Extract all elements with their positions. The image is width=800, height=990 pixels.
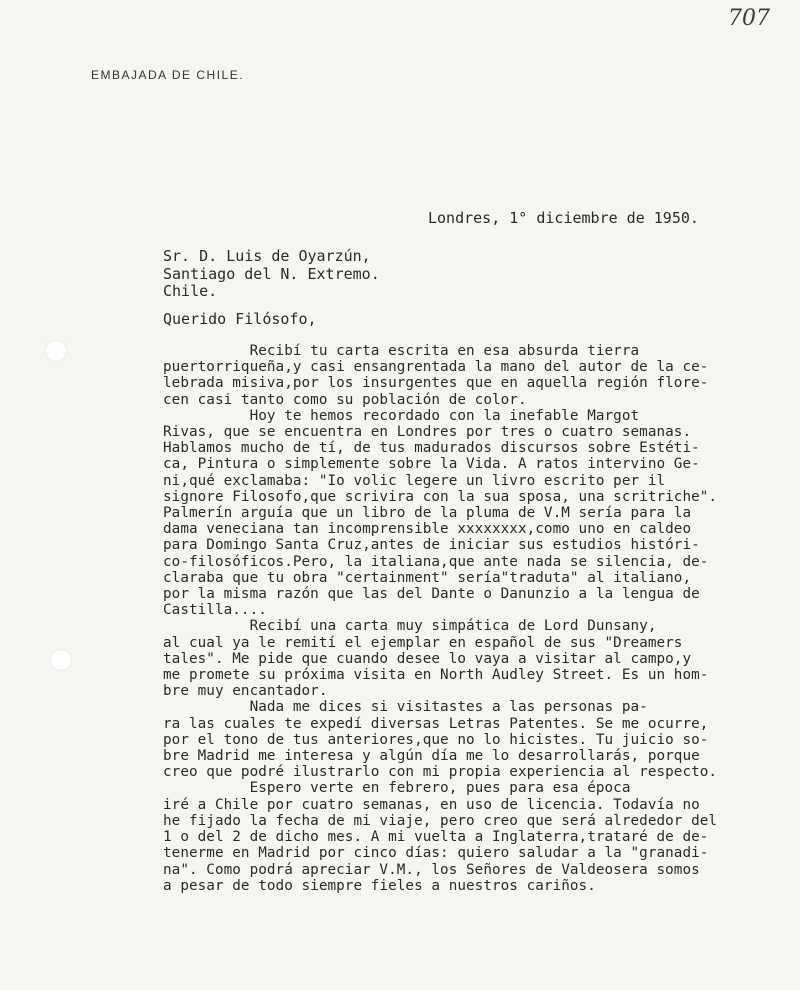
body-line: tales". Me pide que cuando desee lo vaya a visitar al campo,y bbox=[163, 650, 692, 667]
body-line: cen casi tanto como su población de color. bbox=[163, 391, 527, 408]
body-line: Recibí una carta muy simpática de Lord Dunsany, bbox=[163, 618, 657, 635]
body-line: Hoy te hemos recordado con la inefable Margot bbox=[163, 407, 640, 424]
punch-hole bbox=[50, 649, 72, 671]
body-line: ra las cuales te expedí diversas Letras Patentes. Se me ocurre, bbox=[163, 715, 709, 732]
body-line: bre muy encantador. bbox=[163, 683, 328, 700]
body-line: dama veneciana tan incomprensible xxxxxxxx,como uno en caldeo bbox=[163, 521, 692, 538]
body-line: me promete su próxima visita en North Audley Street. Es un hom- bbox=[163, 667, 709, 684]
archive-number: 707 bbox=[728, 6, 770, 31]
body-line: lebrada misiva,por los insurgentes que en aquella región flore- bbox=[163, 375, 709, 392]
body-line: por la misma razón que las del Dante o Danunzio a la lengua de bbox=[163, 586, 700, 603]
body-line: creo que podré ilustrarlo con mi propia experiencia al respecto. bbox=[163, 764, 718, 781]
body-line: iré a Chile por cuatro semanas, en uso de licencia. Todavía no bbox=[163, 796, 700, 813]
addressee-line: Santiago del N. Extremo. bbox=[163, 264, 380, 283]
letter-body bbox=[163, 343, 717, 894]
body-line: al cual ya le remití el ejemplar en español de sus "Dreamers bbox=[163, 634, 683, 651]
body-line: Castilla.... bbox=[163, 602, 267, 619]
body-line: a pesar de todo siempre fieles a nuestros cariños. bbox=[163, 877, 596, 894]
body-line: puertorriqueña,y casi ensangrentada la mano del autor de la ce- bbox=[163, 359, 709, 376]
body-line: Palmerín arguía que un libro de la pluma de V.M sería para la bbox=[163, 505, 692, 522]
body-line: Hablamos mucho de tí, de tus madurados discursos sobre Estéti- bbox=[163, 440, 700, 457]
body-line: ni,qué exclamaba: "Io volic legere un livro escrito per il bbox=[163, 472, 666, 489]
punch-hole bbox=[45, 340, 67, 362]
body-line: Espero verte en febrero, pues para esa época bbox=[163, 780, 631, 797]
addressee-block bbox=[163, 248, 380, 301]
body-line: claraba que tu obra "certainment" sería"traduta" al italiano, bbox=[163, 569, 692, 586]
salutation: Querido Filósofo, bbox=[163, 310, 317, 328]
body-line: para Domingo Santa Cruz,antes de iniciar sus estudios históri- bbox=[163, 537, 700, 554]
body-line: signore Filosofo,que scrivira con la sua sposa, una scritriche". bbox=[163, 488, 718, 505]
body-line: na". Como podrá apreciar V.M., los Señores de Valdeosera somos bbox=[163, 861, 700, 878]
body-line: ca, Pintura o simplemente sobre la Vida. A ratos intervino Ge- bbox=[163, 456, 700, 473]
body-line: co-filosóficos.Pero, la italiana,que ante nada se silencia, de- bbox=[163, 553, 709, 570]
body-line: Rivas, que se encuentra en Londres por tres o cuatro semanas. bbox=[163, 424, 692, 441]
addressee-line: Sr. D. Luis de Oyarzún, bbox=[163, 247, 371, 265]
body-line: Recibí tu carta escrita en esa absurda tierra bbox=[163, 343, 640, 359]
addressee-line: Chile. bbox=[163, 282, 218, 300]
body-line: por el tono de tus anteriores,que no lo hicistes. Tu juicio so- bbox=[163, 731, 709, 748]
letterhead: EMBAJADA DE CHILE. bbox=[91, 68, 245, 82]
body-line: Nada me dices si visitastes a las personas pa- bbox=[163, 699, 648, 716]
body-line: bre Madrid me interesa y algún día me lo desarrollarás, porque bbox=[163, 748, 700, 765]
body-line: 1 o del 2 de dicho mes. A mi vuelta a Inglaterra,trataré de de- bbox=[163, 829, 709, 846]
body-line: tenerme en Madrid por cinco días: quiero saludar a la "granadi- bbox=[163, 845, 709, 862]
body-line: he fijado la fecha de mi viaje, pero creo que será alrededor del bbox=[163, 812, 718, 829]
dateline: Londres, 1° diciembre de 1950. bbox=[428, 209, 699, 227]
